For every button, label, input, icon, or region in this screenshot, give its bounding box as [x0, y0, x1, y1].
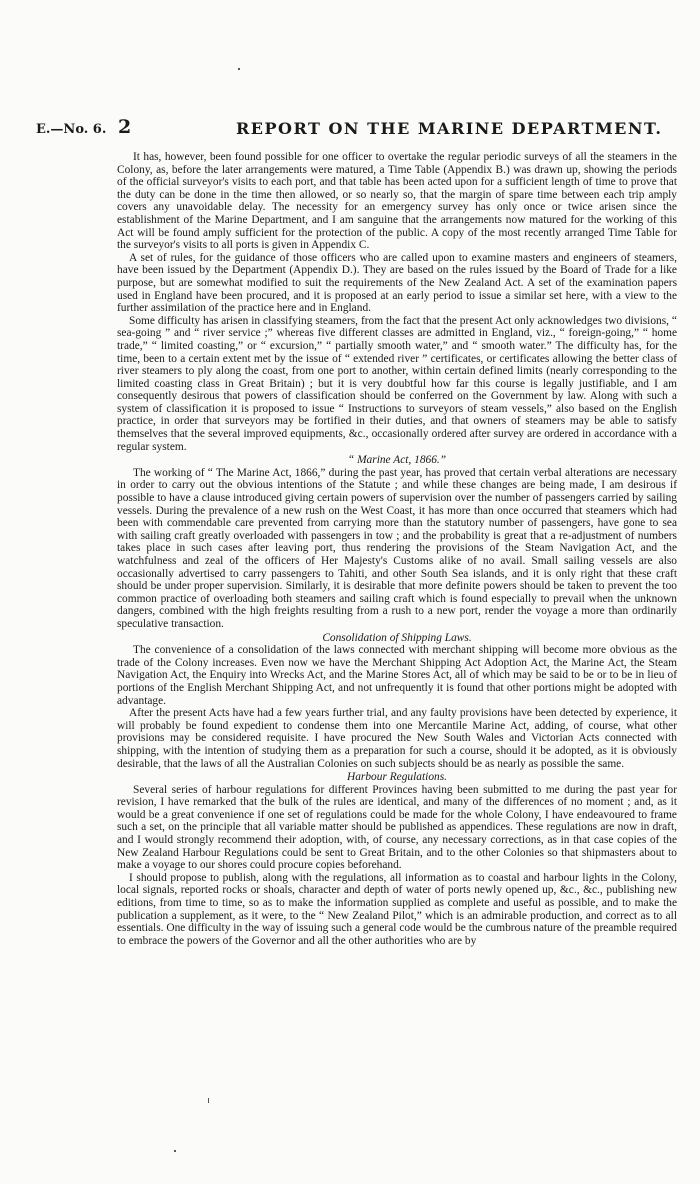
- paragraph: I should propose to publish, along with the regulations, all information as to coastal and harbour lights in the Colony, local signals, reported rocks or shoals, character and depth of water of ports newly opened up, &c., &c., publishing new editions, from time to time, so as to make the information supplied as complete and useful as possible, and to make the publication a supplement, as it were, to the “ New Zealand Pilot,” which is an admirable production, and correct as to all essentials. One difficulty in the way of issuing such a general code would be the cumbrous nature of the preamble required to embrace the powers of the Governor and all the other authorities who are by: [117, 871, 677, 947]
- paragraph: The working of “ The Marine Act, 1866,” during the past year, has proved that certain verbal alterations are necessary in order to carry out the obvious intentions of the Statute ; and while these changes are being made, I am desirous if possible to have a clause introduced giving certain powers of supervision over the number of passengers carried by sailing vessels. During the prevalence of a new rush on the West Coast, it has more than once occurred that steamers which had been with commendable care prevented from carrying more than the statutory number of passengers, have gone to sea with sailing craft greatly overloaded with passengers in tow ; and the probability is great that a re-adjustment of numbers takes place in such cases after leaving port, thus rendering the provisions of the Steam Navigation Act, and the watchfulness and zeal of the officers of Her Majesty's Customs alike of no avail. Small sailing vessels are also occasionally advertised to carry passengers to Tahiti, and other South Sea islands, and it is only right that these craft should be under proper supervision. Similarly, it is desirable that more definite powers should be taken to prevent the too common practice of overloading both steamers and sailing craft which is found especially to prevail when the unknown dangers, combined with the high freights resulting from a rush to a new port, render the voyage a more than ordinarily speculative transaction.: [117, 466, 677, 630]
- page-number: 2: [118, 116, 132, 138]
- page-speck: [238, 68, 240, 70]
- page-header: [36, 116, 684, 138]
- paragraph: Some difficulty has arisen in classifying steamers, from the fact that the present Act only acknowledges two divisions, “ sea-going ” and “ river service ;” whereas five different classes are admitted in England, viz., “ foreign-going,” “ home trade,” “ limited coasting,” or “ excursion,” “ partially smooth water,” and “ smooth water.” The difficulty has, for the time, been to a certain extent met by the issue of “ extended river ” certificates, or certificates allowing the better class of river steamers to ply along the coast, from one port to another, within certain defined limits (nearly corresponding to the limited coasting class in Great Britain) ; but it is very doubtful how far this course is legally justifiable, and I am consequently desirous that powers of classification should be conferred on the Government by law. Along with such a system of classification it is proposed to issue “ Instructions to surveyors of steam vessels,” also based on the English practice, in order that surveyors may be fortified in their duties, and that owners of steamers may be able to satisfy themselves that the several improved equipments, &c., occasionally ordered after survey are ordered in accordance with a regular system.: [117, 314, 677, 453]
- section-heading-marine-act: “ Marine Act, 1866.”: [347, 454, 447, 467]
- page-speck: [208, 1098, 209, 1103]
- paragraph: After the present Acts have had a few years further trial, and any faulty provisions have been detected by experience, it will probably be found expedient to condense them into one Mercantile Marine Act, adding, of course, what other provisions may be considered requisite. I have procured the New South Wales and Victorian Acts connected with shipping, with the intention of studying them as a preparation for such a course, should it be adopted, as it is obviously desirable, that the laws of all the Australian Colonies on such subjects should be as nearly as possible the same.: [117, 707, 677, 770]
- paragraph: A set of rules, for the guidance of those officers who are called upon to examine masters and engineers of steamers, have been issued by the Department (Appendix D.). They are based on the rules issued by the Board of Trade for a like purpose, but are somewhat modified to suit the requirements of the New Zealand Act. A set of the examination papers used in England have been procured, and it is proposed at an early period to issue a similar set here, with a view to the further assimilation of the practice here and in England.: [117, 251, 677, 315]
- section-heading-harbour: Harbour Regulations.: [347, 771, 447, 784]
- report-body: [117, 151, 677, 947]
- paragraph: The convenience of a consolidation of the laws connected with merchant shipping will become more obvious as the trade of the Colony increases. Even now we have the Merchant Shipping Act Adoption Act, the Marine Act, the Steam Navigation Act, the Enquiry into Wrecks Act, and the Marine Stores Act, all of which may be said to be or to be in lieu of portions of the English Merchant Shipping Act, and not unfrequently it is found that other portions might be adopted with advantage.: [117, 644, 677, 707]
- page-title: REPORT ON THE MARINE DEPARTMENT.: [236, 119, 663, 138]
- section-heading-consolidation: Consolidation of Shipping Laws.: [322, 631, 472, 644]
- paragraph: It has, however, been found possible for one officer to overtake the regular periodic surveys of all the steamers in the Colony, as, before the later arrangements were matured, a Time Table (Appendix B.) was drawn up, showing the periods of the official surveyor's visits to each port, and that table has been acted upon for a sufficient length of time to prove that the duty can be done in the time then allowed, or so nearly so, that the margin of spare time between each trip amply covers any unavoidable delay. The necessity for an emergency survey has only once or twice arisen since the establishment of the Marine Department, and I am sanguine that the arrangements now matured for the working of this Act will be found amply sufficient for the protection of the public. A copy of the most recently arranged Time Table for the surveyor's visits to all ports is given in Appendix C.: [117, 151, 677, 252]
- page-speck: [174, 1150, 176, 1152]
- paragraph: Several series of harbour regulations for different Provinces having been submitted to me during the past year for revision, I have remarked that the bulk of the rules are identical, and many of the differences of no moment ; and, as it would be a great convenience if one set of regulations could be made for the whole Colony, I have endeavoured to frame such a set, on the principle that all variable matter should be published as appendices. These regulations are now in draft, and I would strongly recommend their adoption, with, of course, any necessary corrections, as in that case copies of the New Zealand Harbour Regulations could be sent to Great Britain, and to the other Colonies so that shipmasters about to make a voyage to our shores could procure copies beforehand.: [117, 783, 677, 872]
- document-id: E.—No. 6.: [36, 122, 107, 137]
